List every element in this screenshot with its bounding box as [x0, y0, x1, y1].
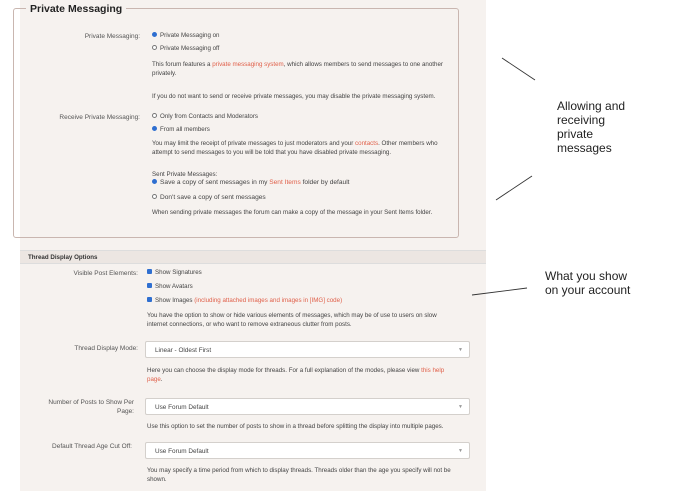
receive-contacts-option[interactable]: Only from Contacts and Moderators	[152, 113, 258, 122]
display-mode-info-cont: page.	[147, 376, 163, 383]
display-mode-info: Here you can choose the display mode for threads. For a full explanation of the modes, please view this help	[147, 367, 445, 374]
visible-elements-info: You have the option to show or hide various elements of messages, which may be of use to users on slow	[147, 312, 437, 319]
posts-per-page-select[interactable]: Use Forum Default ▼	[145, 398, 470, 415]
age-cutoff-select[interactable]: Use Forum Default ▼	[145, 442, 470, 459]
show-signatures-checkbox[interactable]: Show Signatures	[147, 269, 202, 278]
pm-info-text: This forum features a private messaging system, which allows members to send messages to one another	[152, 61, 443, 68]
receive-label: Receive Private Messaging:	[59, 114, 140, 121]
annotation-line-account	[472, 288, 527, 295]
age-cutoff-info: You may specify a time period from which to display threads. Threads older than the age you specify will not be	[147, 467, 451, 474]
chevron-down-icon: ▼	[458, 347, 463, 353]
private-messaging-legend: Private Messaging	[26, 3, 126, 15]
age-cutoff-label: Default Thread Age Cut Off:	[52, 443, 132, 450]
receive-info-text-cont: attempt to send messages to you will be told that you have disabled private messaging.	[152, 149, 392, 156]
pm-on-option[interactable]: Private Messaging on	[152, 32, 220, 41]
contacts-link[interactable]: contacts	[355, 140, 379, 147]
sent-nosave-option[interactable]: Don't save a copy of sent messages	[152, 194, 266, 203]
annotation-line-top	[502, 58, 535, 80]
pm-info-text-cont: privately.	[152, 70, 177, 77]
thread-display-header: Thread Display Options	[20, 250, 486, 264]
help-page-link[interactable]: this help	[421, 367, 445, 374]
pm-label: Private Messaging:	[84, 33, 140, 40]
posts-per-page-label: Number of Posts to Show Per Page:	[48, 399, 134, 415]
annotation-private-messages: Allowing and receiving private messages	[557, 99, 626, 155]
sent-info-text: When sending private messages the forum can make a copy of the message in your Sent Items folder.	[152, 209, 433, 216]
display-mode-label: Thread Display Mode:	[74, 345, 138, 352]
sent-heading: Sent Private Messages:	[152, 171, 218, 178]
show-images-checkbox[interactable]: Show Images (including attached images and images in [IMG] code)	[147, 297, 342, 306]
show-avatars-checkbox[interactable]: Show Avatars	[147, 283, 193, 292]
chevron-down-icon: ▼	[458, 448, 463, 454]
chevron-down-icon: ▼	[458, 404, 463, 410]
pm-system-link[interactable]: private messaging system	[212, 61, 284, 68]
receive-all-option[interactable]: From all members	[152, 126, 210, 135]
sent-items-link[interactable]: Sent Items	[269, 179, 301, 186]
annotation-line-bottom	[496, 176, 532, 200]
display-mode-select[interactable]: Linear - Oldest First ▼	[145, 341, 470, 358]
visible-elements-info-cont: internet connections, or who want to remove extraneous clutter from posts.	[147, 321, 352, 328]
annotation-account-display: What you show on your account	[545, 269, 631, 297]
pm-off-option[interactable]: Private Messaging off	[152, 45, 219, 54]
age-cutoff-info-cont: shown.	[147, 476, 167, 483]
receive-info-text: You may limit the receipt of private messages to just moderators and your contacts. Other members who	[152, 140, 438, 147]
posts-per-page-info: Use this option to set the number of posts to show in a thread before splitting the display into multiple pages.	[147, 423, 444, 430]
visible-elements-label: Visible Post Elements:	[73, 270, 138, 277]
pm-disable-info: If you do not want to send or receive private messages, you may disable the private messaging system.	[152, 93, 436, 100]
sent-save-option[interactable]: Save a copy of sent messages in my Sent Items folder by default	[152, 179, 350, 188]
help-page-link-cont[interactable]: page	[147, 376, 161, 383]
